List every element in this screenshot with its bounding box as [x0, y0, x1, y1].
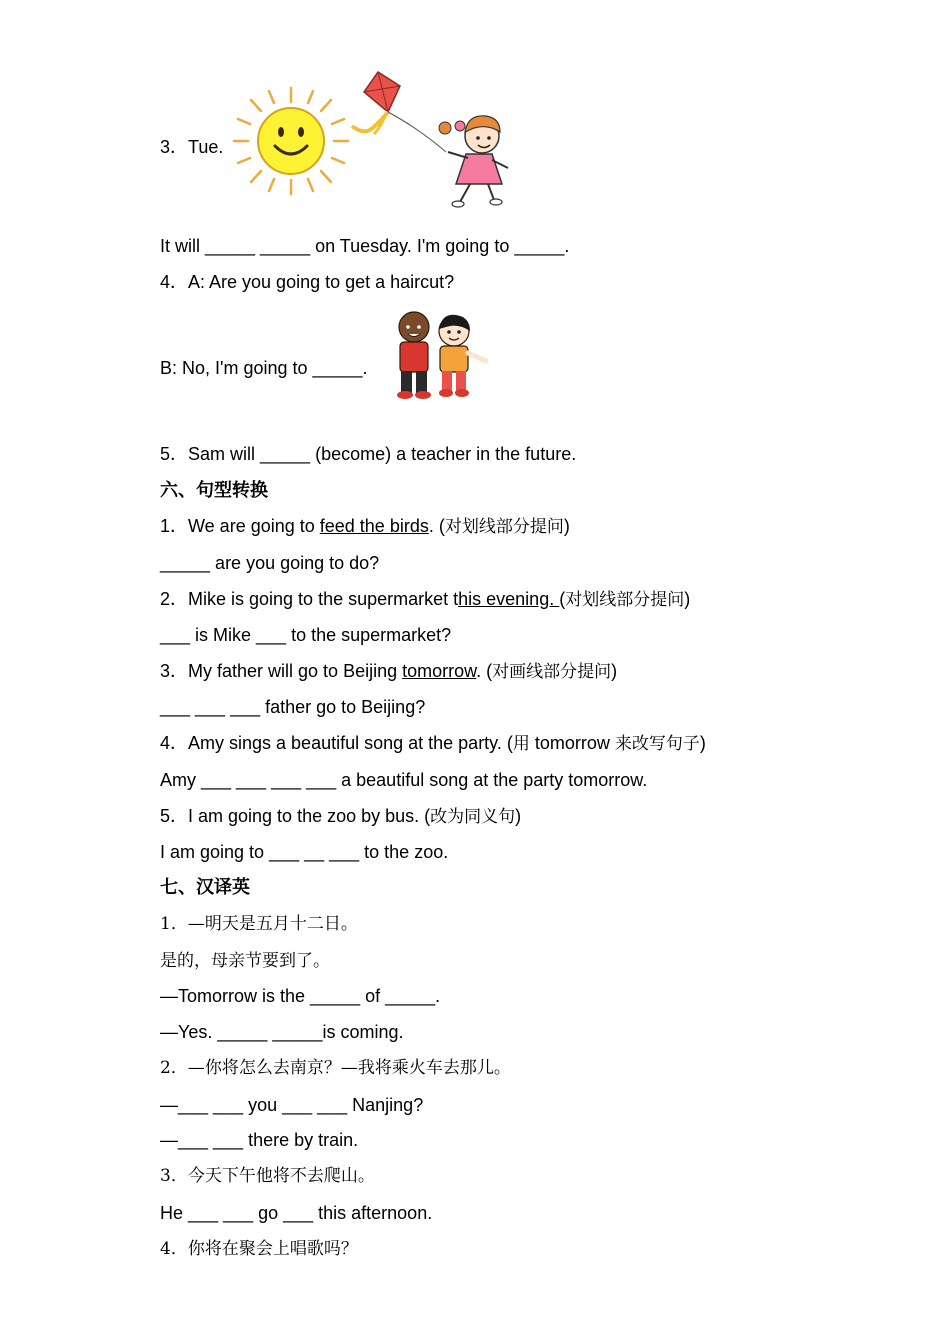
- section-7-q1-answer1: —Tomorrow is the _____ of _____.: [160, 986, 441, 1006]
- section-6-q3-answer: ___ ___ ___ father go to Beijing?: [160, 697, 426, 717]
- section-6-heading: 六、句型转换: [160, 480, 268, 501]
- question-5: 5．Sam will _____ (become) a teacher in the future.: [160, 444, 577, 464]
- section-7-q1-answer2: —Yes. _____ _____is coming.: [160, 1022, 404, 1042]
- underlined-phrase: tomorrow: [402, 661, 477, 681]
- kids-illustration: [386, 305, 490, 403]
- section-7-q4-line1: 4．你将在聚会上唱歌吗？: [160, 1239, 358, 1259]
- section-7-q1-line1: 1．—明天是五月十二日。: [160, 914, 358, 934]
- section-7-q2-answer1: —___ ___ you ___ ___ Nanjing?: [160, 1095, 424, 1115]
- question-4-prompt: 4．A: Are you going to get a haircut?: [160, 272, 455, 292]
- section-6-q2-answer: ___ is Mike ___ to the supermarket?: [160, 625, 452, 645]
- kite-girl-illustration: [348, 68, 513, 210]
- section-6-q1-answer: _____ are you going to do?: [160, 553, 380, 573]
- section-7-q3-answer1: He ___ ___ go ___ this afternoon.: [160, 1203, 433, 1223]
- question-3-label: 3．Tue.: [160, 137, 224, 157]
- section-7-q1-line2: 是的，母亲节要到了。: [160, 951, 330, 971]
- section-6-q3: 3．My father will go to Beijing tomorrow. (对画线部分提问): [160, 661, 618, 682]
- section-6-q4: 4．Amy sings a beautiful song at the party. (用 tomorrow 来改写句子): [160, 733, 706, 754]
- question-4-answer: B: No, I'm going to _____.: [160, 358, 368, 378]
- question-3-answer: It will _____ _____ on Tuesday. I'm going to _____.: [160, 236, 570, 256]
- section-6-q5-answer: I am going to ___ __ ___ to the zoo.: [160, 842, 449, 862]
- section-7-q2-answer2: —___ ___ there by train.: [160, 1130, 359, 1150]
- section-7-heading: 七、汉译英: [160, 877, 250, 898]
- section-7-q2-line1: 2．—你将怎么去南京？—我将乘火车去那儿。: [160, 1058, 511, 1078]
- section-6-q5: 5．I am going to the zoo by bus. (改为同义句): [160, 806, 522, 827]
- underlined-phrase: feed the birds: [319, 516, 429, 536]
- section-6-q2: 2．Mike is going to the supermarket this evening. (对划线部分提问): [160, 589, 691, 610]
- section-7-q3-line1: 3．今天下午他将不去爬山。: [160, 1166, 375, 1186]
- section-6-q1: 1．We are going to feed the birds. (对划线部分提问): [160, 516, 570, 537]
- sun-illustration: [232, 86, 350, 196]
- section-6-q4-answer: Amy ___ ___ ___ ___ a beautiful song at the party tomorrow.: [160, 770, 648, 790]
- underlined-phrase: his evening.: [458, 589, 560, 609]
